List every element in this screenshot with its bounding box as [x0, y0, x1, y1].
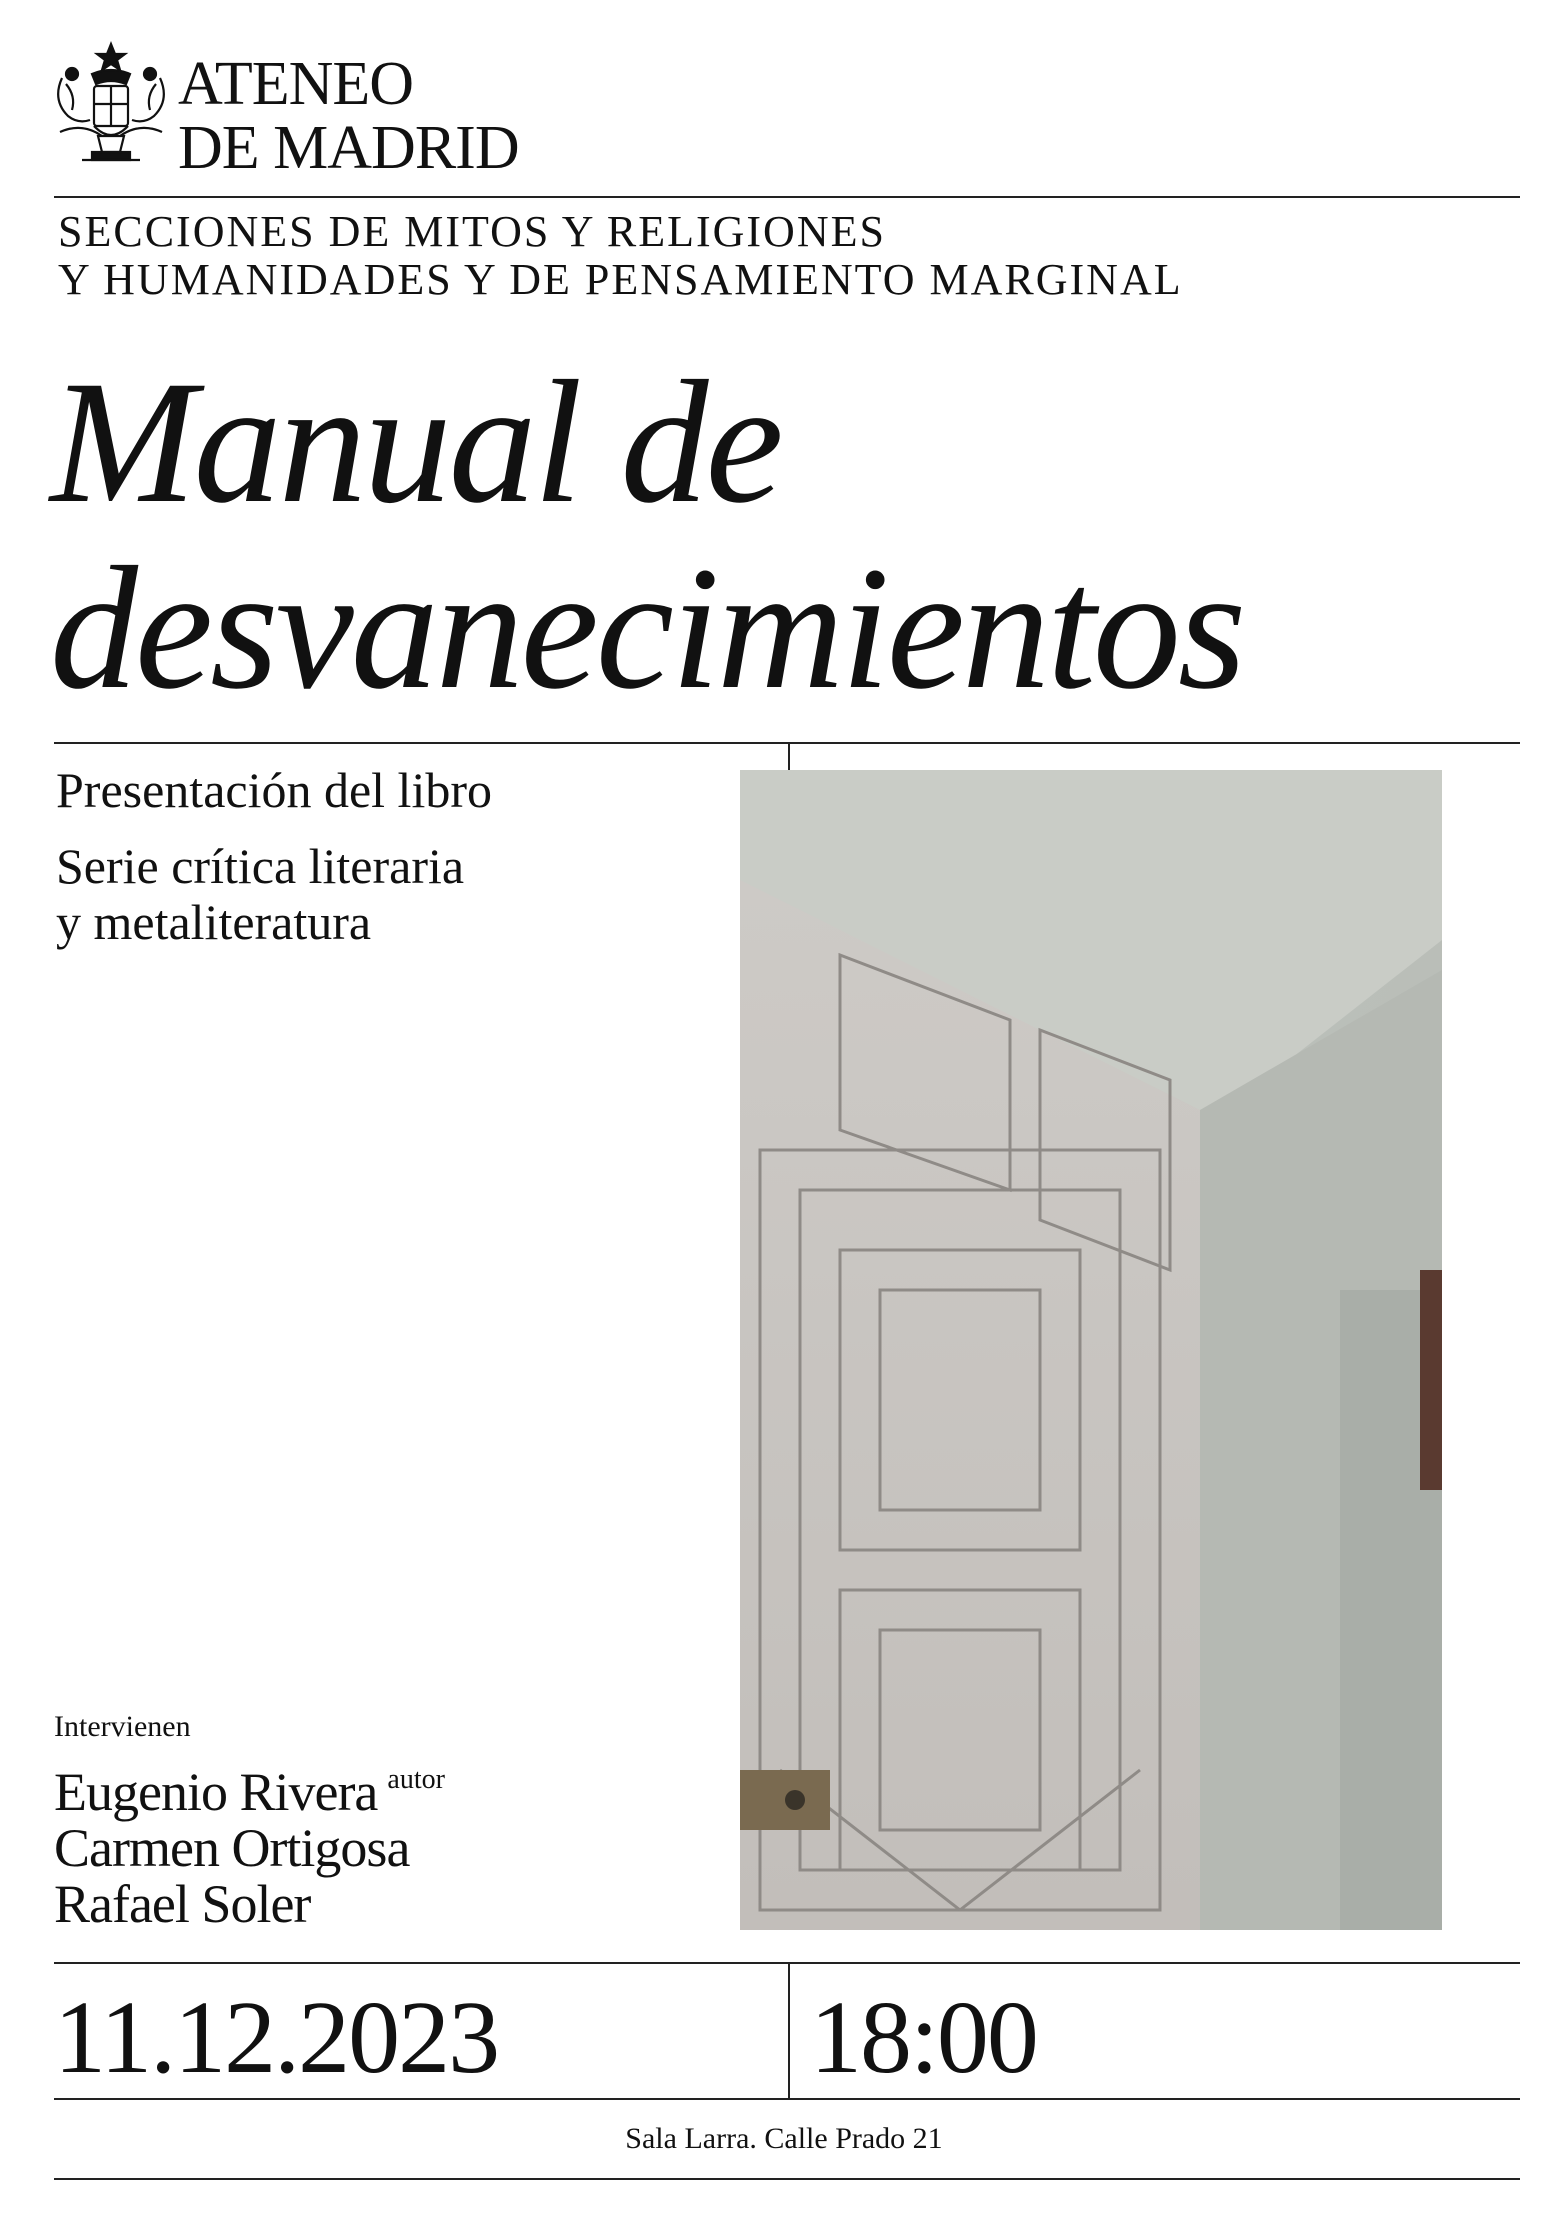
participant	[54, 1876, 445, 1932]
brand-name	[178, 52, 519, 180]
participant-name: Rafael Soler	[54, 1874, 311, 1934]
event-series-line-1: Serie crítica literaria	[56, 838, 465, 894]
column-divider-top	[788, 742, 790, 770]
event-date: 11.12.2023	[54, 1980, 499, 2095]
sections-line-2: Y HUMANIDADES Y DE PENSAMIENTO MARGINAL	[58, 255, 1183, 304]
participant-name: Carmen Ortigosa	[54, 1818, 410, 1878]
door-photo	[740, 770, 1442, 1930]
event-time: 18:00	[810, 1980, 1037, 2095]
book-title-line-2: desvanecimientos	[50, 531, 1244, 726]
participant	[54, 1752, 445, 1820]
event-type: Presentación del libro	[56, 762, 492, 818]
divider-bottom	[54, 2178, 1520, 2180]
brand-line-2: DE MADRID	[178, 114, 519, 182]
brand-line-1: ATENEO	[178, 50, 414, 118]
divider-top	[54, 196, 1520, 198]
ateneo-crest-icon	[52, 40, 170, 170]
divider-middle	[54, 742, 1520, 744]
book-title	[50, 345, 1244, 726]
participant-role: autor	[387, 1764, 445, 1795]
event-venue: Sala Larra. Calle Prado 21	[625, 2122, 943, 2155]
event-series-line-2: y metaliteratura	[56, 894, 372, 950]
sections-line-1: SECCIONES DE MITOS Y RELIGIONES	[58, 207, 886, 256]
participant-name: Eugenio Rivera	[54, 1762, 378, 1822]
participants-heading: Intervienen	[54, 1710, 191, 1743]
divider-footer-middle	[54, 2098, 1520, 2100]
column-divider-bottom	[788, 1962, 790, 2098]
sections-heading	[58, 208, 1183, 304]
book-title-line-1: Manual de	[50, 345, 781, 540]
divider-footer-top	[54, 1962, 1520, 1964]
participant	[54, 1820, 445, 1876]
event-series	[56, 838, 464, 950]
participants-list	[54, 1752, 445, 1932]
